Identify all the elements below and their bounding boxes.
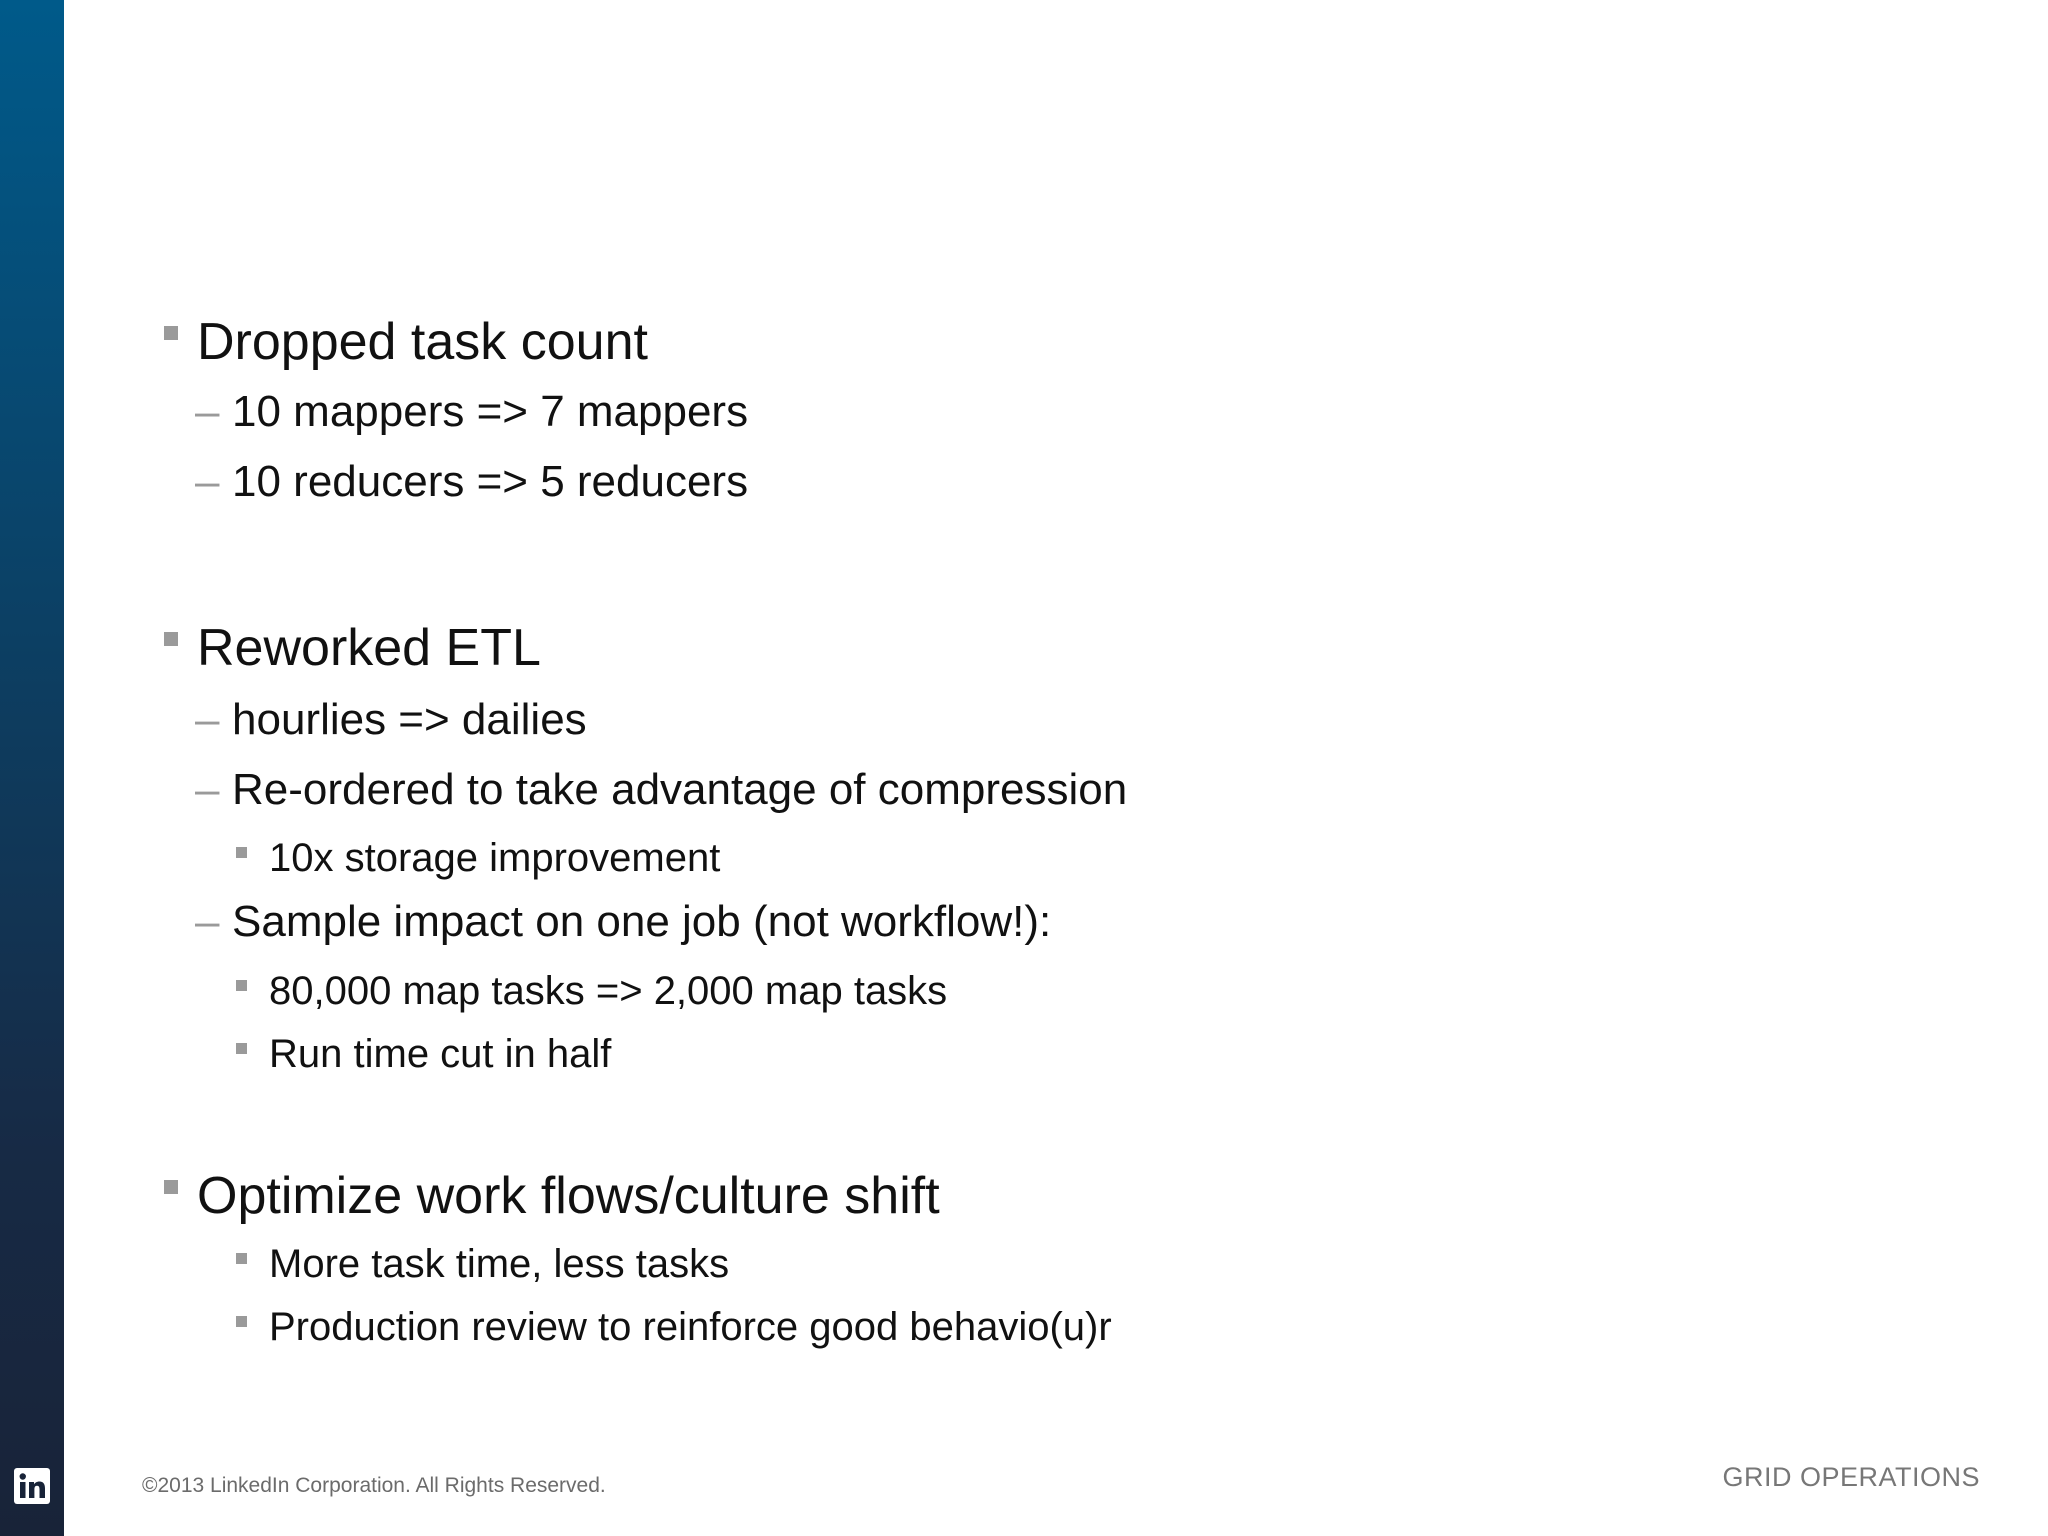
sub-bullet-hourlies	[195, 694, 587, 746]
bullet-text: Dropped task count	[197, 313, 648, 371]
square-bullet-icon	[236, 847, 247, 858]
dash-bullet-icon: –	[195, 695, 220, 744]
sub-bullet-reordered	[195, 764, 1128, 816]
sub-bullet-text: Sample impact on one job (not workflow!):	[232, 897, 1052, 946]
square-bullet-icon	[236, 980, 247, 991]
square-bullet-icon	[236, 1316, 247, 1327]
bullet-optimize-work-flows	[197, 1166, 940, 1226]
sub-sub-bullet-task-time	[269, 1240, 729, 1288]
square-bullet-icon	[164, 1180, 178, 1194]
dash-bullet-icon: –	[195, 765, 220, 814]
square-bullet-icon	[164, 632, 178, 646]
bullet-text: Optimize work flows/culture shift	[197, 1167, 940, 1225]
square-bullet-icon	[164, 326, 178, 340]
square-bullet-icon	[236, 1253, 247, 1264]
section-label: GRID OPERATIONS	[1722, 1462, 1980, 1492]
bullet-text: Reworked ETL	[197, 619, 541, 677]
sub-sub-bullet-map-tasks	[269, 967, 947, 1015]
sub-sub-bullet-text: More task time, less tasks	[269, 1242, 730, 1286]
sub-bullet-mappers	[195, 386, 749, 438]
sub-bullet-text: hourlies => dailies	[232, 695, 587, 744]
bullet-reworked-etl	[197, 618, 541, 678]
sub-bullet-reducers	[195, 456, 749, 508]
dash-bullet-icon: –	[195, 897, 220, 946]
sub-sub-bullet-text: 10x storage improvement	[269, 836, 721, 880]
sub-bullet-text: 10 mappers => 7 mappers	[232, 387, 749, 436]
sub-bullet-sample-impact	[195, 896, 1052, 948]
sub-bullet-text: 10 reducers => 5 reducers	[232, 457, 749, 506]
sub-sub-bullet-text: Run time cut in half	[269, 1032, 612, 1076]
dash-bullet-icon: –	[195, 457, 220, 506]
sub-bullet-text: Re-ordered to take advantage of compression	[232, 765, 1128, 814]
sub-sub-bullet-text: Production review to reinforce good behavio(u)r	[269, 1305, 1112, 1349]
sub-sub-bullet-run-time	[269, 1030, 611, 1078]
sub-sub-bullet-text: 80,000 map tasks => 2,000 map tasks	[269, 969, 948, 1013]
sub-sub-bullet-storage	[269, 834, 720, 882]
dash-bullet-icon: –	[195, 387, 220, 436]
copyright-notice: ©2013 LinkedIn Corporation. All Rights Reserved.	[142, 1474, 606, 1497]
square-bullet-icon	[236, 1043, 247, 1054]
sub-sub-bullet-production-review	[269, 1303, 1112, 1351]
bullet-dropped-task-count	[197, 312, 648, 372]
